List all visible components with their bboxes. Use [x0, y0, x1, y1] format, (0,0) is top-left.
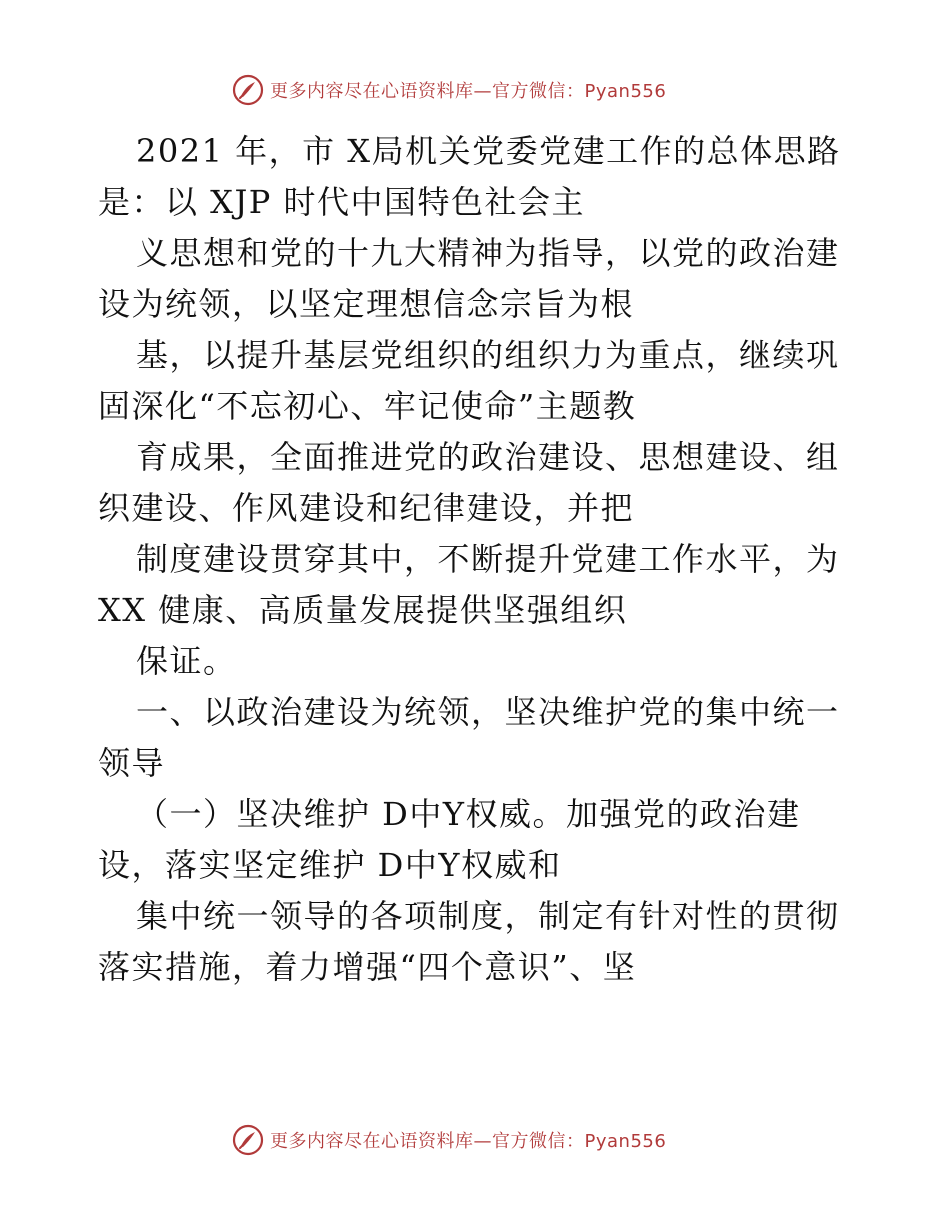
body-line: 设为统领，以坚定理想信念宗旨为根: [98, 285, 635, 323]
subsection-heading: （一）坚决维护 D中Y权威。加强党的政治建: [136, 795, 801, 833]
body-line: 义思想和党的十九大精神为指导，以党的政治建: [136, 234, 840, 272]
body-line: 织建设、作风建设和纪律建设，并把: [98, 489, 635, 527]
red-quill-logo-icon: [232, 74, 264, 106]
body-line: 基，以提升基层党组织的组织力为重点，继续巩: [136, 336, 840, 374]
red-quill-logo-icon: [232, 1124, 264, 1156]
body-line: 固深化“不忘初心、牢记使命”主题教: [98, 387, 637, 425]
footer-watermark-banner: [232, 1122, 666, 1158]
body-line: 设，落实坚定维护 D中Y权威和: [98, 846, 562, 884]
body-line: 落实措施，着力增强“四个意识”、坚: [98, 948, 637, 986]
header-watermark-text: 更多内容尽在心语资料库—官方微信：Pyan556: [270, 81, 667, 102]
body-line: XX 健康、高质量发展提供坚强组织: [98, 591, 628, 629]
section-heading: 一、以政治建设为统领，坚决维护党的集中统一: [136, 693, 840, 731]
body-line: 2021 年，市 X局机关党委党建工作的总体思路: [136, 132, 841, 170]
body-line: 保证。: [136, 642, 237, 680]
body-line: 育成果，全面推进党的政治建设、思想建设、组: [136, 438, 840, 476]
section-heading-continued: 领导: [98, 744, 166, 782]
header-watermark-banner: [232, 72, 666, 108]
footer-watermark-text: 更多内容尽在心语资料库—官方微信：Pyan556: [270, 1131, 667, 1152]
body-line: 集中统一领导的各项制度，制定有针对性的贯彻: [136, 897, 840, 935]
body-line: 制度建设贯穿其中，不断提升党建工作水平，为: [136, 540, 840, 578]
body-line: 是：以 XJP 时代中国特色社会主: [98, 183, 585, 221]
document-body: [98, 126, 858, 993]
